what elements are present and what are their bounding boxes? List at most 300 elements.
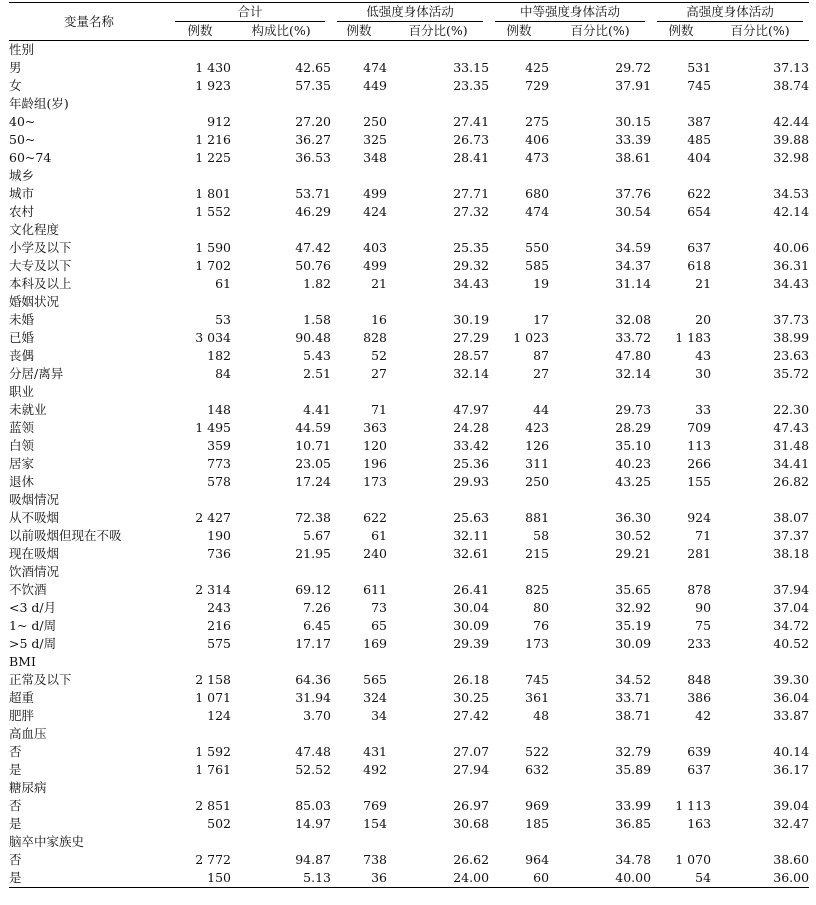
value-cell: 423 xyxy=(525,420,550,435)
value-cell: 3 034 xyxy=(195,330,231,345)
value-cell: 23.05 xyxy=(295,456,332,471)
value-cell: 25.35 xyxy=(453,240,490,255)
value-cell: 348 xyxy=(363,150,388,165)
row-label: 60~74 xyxy=(9,150,52,165)
table-row xyxy=(9,599,809,617)
value-cell: 34 xyxy=(371,708,388,723)
empty-cell xyxy=(169,41,231,60)
value-cell: 43.25 xyxy=(615,474,652,489)
empty-cell xyxy=(489,491,549,509)
row-label: 城市 xyxy=(9,186,35,201)
value-cell: 30.68 xyxy=(453,816,490,831)
value-cell: 745 xyxy=(687,78,712,93)
value-cell: 20 xyxy=(695,312,712,327)
empty-cell xyxy=(651,221,711,239)
table-row xyxy=(9,635,809,653)
value-cell: 33 xyxy=(695,402,712,417)
category-label: 糖尿病 xyxy=(9,780,47,795)
empty-cell xyxy=(387,41,489,60)
value-cell: 154 xyxy=(363,816,388,831)
empty-cell xyxy=(169,833,231,851)
empty-cell xyxy=(387,95,489,113)
value-cell: 773 xyxy=(207,456,231,471)
value-cell: 36.85 xyxy=(615,816,652,831)
row-label: 蓝领 xyxy=(9,420,35,435)
table-row xyxy=(9,437,809,455)
value-cell: 61 xyxy=(215,276,231,291)
value-cell: 71 xyxy=(695,528,712,543)
value-cell: 1.58 xyxy=(303,312,332,327)
value-cell: 266 xyxy=(687,456,712,471)
empty-cell xyxy=(549,833,651,851)
value-cell: 522 xyxy=(525,744,550,759)
value-cell: 57.35 xyxy=(295,78,332,93)
row-label: 退休 xyxy=(9,474,35,489)
value-cell: 34.52 xyxy=(615,672,652,687)
value-cell: 40.06 xyxy=(773,240,810,255)
value-cell: 924 xyxy=(687,510,712,525)
empty-cell xyxy=(331,221,387,239)
value-cell: 250 xyxy=(363,114,388,129)
table-row xyxy=(9,797,809,815)
empty-cell xyxy=(651,833,711,851)
value-cell: 622 xyxy=(363,510,388,525)
table-row xyxy=(9,689,809,707)
value-cell: 729 xyxy=(525,78,550,93)
value-cell: 90 xyxy=(695,600,712,615)
value-cell: 27.07 xyxy=(453,744,490,759)
value-cell: 36.04 xyxy=(773,690,810,705)
empty-cell xyxy=(651,725,711,743)
subcol-header: 例数 xyxy=(346,23,372,38)
value-cell: 34.59 xyxy=(615,240,652,255)
value-cell: 2.51 xyxy=(303,366,332,381)
row-label: 未婚 xyxy=(9,312,35,327)
value-cell: 85.03 xyxy=(295,798,332,813)
empty-cell xyxy=(711,221,809,239)
empty-cell xyxy=(549,221,651,239)
value-cell: 622 xyxy=(687,186,712,201)
row-label: 肥胖 xyxy=(9,708,35,723)
value-cell: 42.65 xyxy=(295,60,332,75)
row-label: <3 d/月 xyxy=(9,600,57,615)
empty-cell xyxy=(387,779,489,797)
row-label: 是 xyxy=(9,870,22,885)
value-cell: 37.94 xyxy=(773,582,810,597)
row-label: 是 xyxy=(9,816,22,831)
value-cell: 28.57 xyxy=(453,348,490,363)
empty-cell xyxy=(489,653,549,671)
value-cell: 31.94 xyxy=(295,690,332,705)
value-cell: 1 495 xyxy=(195,420,231,435)
empty-cell xyxy=(489,95,549,113)
value-cell: 32.08 xyxy=(615,312,652,327)
value-cell: 36.27 xyxy=(295,132,332,147)
value-cell: 34.78 xyxy=(615,852,652,867)
value-cell: 38.07 xyxy=(773,510,810,525)
value-cell: 233 xyxy=(687,636,712,651)
empty-cell xyxy=(549,41,651,60)
value-cell: 3.70 xyxy=(303,708,332,723)
value-cell: 474 xyxy=(363,60,388,75)
empty-cell xyxy=(231,653,331,671)
value-cell: 33.87 xyxy=(773,708,810,723)
value-cell: 1 592 xyxy=(195,744,231,759)
value-cell: 27 xyxy=(533,366,550,381)
subcol-header: 例数 xyxy=(668,23,694,38)
value-cell: 425 xyxy=(525,60,550,75)
value-cell: 190 xyxy=(207,528,231,543)
value-cell: 34.41 xyxy=(773,456,810,471)
category-row xyxy=(9,167,809,185)
empty-cell xyxy=(711,725,809,743)
value-cell: 36.17 xyxy=(773,762,810,777)
value-cell: 1 430 xyxy=(195,60,231,75)
value-cell: 17.17 xyxy=(295,636,332,651)
value-cell: 654 xyxy=(687,204,712,219)
value-cell: 48 xyxy=(533,708,550,723)
category-row xyxy=(9,563,809,581)
value-cell: 550 xyxy=(525,240,550,255)
category-row xyxy=(9,95,809,113)
value-cell: 42.44 xyxy=(773,114,810,129)
value-cell: 16 xyxy=(371,312,388,327)
category-label: BMI xyxy=(9,654,36,669)
value-cell: 30 xyxy=(695,366,712,381)
value-cell: 769 xyxy=(363,798,388,813)
value-cell: 387 xyxy=(687,114,712,129)
empty-cell xyxy=(549,779,651,797)
value-cell: 32.47 xyxy=(773,816,810,831)
value-cell: 325 xyxy=(363,132,388,147)
row-label: 从不吸烟 xyxy=(9,510,60,525)
category-label: 脑卒中家族史 xyxy=(9,834,85,849)
table-row xyxy=(9,509,809,527)
empty-cell xyxy=(387,167,489,185)
value-cell: 2 158 xyxy=(195,672,231,687)
group-header-high: 高强度身体活动 xyxy=(651,3,809,23)
value-cell: 275 xyxy=(525,114,550,129)
empty-cell xyxy=(651,491,711,509)
category-row xyxy=(9,383,809,401)
empty-cell xyxy=(549,491,651,509)
value-cell: 182 xyxy=(207,348,231,363)
empty-cell xyxy=(489,221,549,239)
table-header xyxy=(9,3,809,41)
empty-cell xyxy=(711,653,809,671)
category-row xyxy=(9,221,809,239)
value-cell: 32.14 xyxy=(615,366,652,381)
value-cell: 1 216 xyxy=(195,132,231,147)
value-cell: 473 xyxy=(525,150,550,165)
empty-cell xyxy=(231,95,331,113)
category-row xyxy=(9,779,809,797)
category-label: 吸烟情况 xyxy=(9,492,60,507)
row-label: 否 xyxy=(9,744,22,759)
category-label: 饮酒情况 xyxy=(9,564,60,579)
table-row xyxy=(9,257,809,275)
row-label: 1~ d/周 xyxy=(9,618,57,633)
table-row xyxy=(9,113,809,131)
value-cell: 1 801 xyxy=(195,186,231,201)
empty-cell xyxy=(331,491,387,509)
value-cell: 37.37 xyxy=(773,528,810,543)
value-cell: 499 xyxy=(363,258,388,273)
value-cell: 363 xyxy=(363,420,388,435)
empty-cell xyxy=(231,41,331,60)
value-cell: 35.65 xyxy=(615,582,652,597)
table-row xyxy=(9,707,809,725)
empty-cell xyxy=(711,167,809,185)
value-cell: 1 225 xyxy=(195,150,231,165)
value-cell: 35.19 xyxy=(615,618,652,633)
value-cell: 39.88 xyxy=(773,132,810,147)
value-cell: 173 xyxy=(525,636,550,651)
empty-cell xyxy=(549,563,651,581)
value-cell: 745 xyxy=(525,672,550,687)
empty-cell xyxy=(169,779,231,797)
value-cell: 736 xyxy=(207,546,231,561)
value-cell: 1 923 xyxy=(195,78,231,93)
value-cell: 27.42 xyxy=(453,708,490,723)
empty-cell xyxy=(231,383,331,401)
empty-cell xyxy=(387,563,489,581)
empty-cell xyxy=(387,725,489,743)
row-label: 分居/离异 xyxy=(9,366,64,381)
value-cell: 30.52 xyxy=(615,528,652,543)
value-cell: 26.73 xyxy=(453,132,490,147)
value-cell: 26.62 xyxy=(453,852,490,867)
table-row xyxy=(9,311,809,329)
value-cell: 65 xyxy=(371,618,388,633)
empty-cell xyxy=(651,563,711,581)
value-cell: 24.28 xyxy=(453,420,490,435)
value-cell: 90.48 xyxy=(295,330,332,345)
row-label: 白领 xyxy=(9,438,35,453)
empty-cell xyxy=(231,725,331,743)
value-cell: 215 xyxy=(525,546,550,561)
empty-cell xyxy=(331,293,387,311)
value-cell: 84 xyxy=(215,366,231,381)
value-cell: 499 xyxy=(363,186,388,201)
value-cell: 46.29 xyxy=(295,204,332,219)
value-cell: 37.13 xyxy=(773,60,810,75)
value-cell: 44.59 xyxy=(295,420,332,435)
empty-cell xyxy=(387,293,489,311)
value-cell: 2 314 xyxy=(195,582,231,597)
value-cell: 47.43 xyxy=(773,420,810,435)
empty-cell xyxy=(169,95,231,113)
value-cell: 738 xyxy=(363,852,388,867)
value-cell: 912 xyxy=(207,114,231,129)
value-cell: 44 xyxy=(533,402,550,417)
category-row xyxy=(9,293,809,311)
table-row xyxy=(9,761,809,779)
empty-cell xyxy=(331,653,387,671)
empty-cell xyxy=(231,491,331,509)
value-cell: 32.14 xyxy=(453,366,490,381)
table-row xyxy=(9,527,809,545)
empty-cell xyxy=(711,833,809,851)
value-cell: 30.25 xyxy=(453,690,490,705)
value-cell: 36 xyxy=(371,870,388,885)
table-body xyxy=(9,41,809,888)
value-cell: 485 xyxy=(687,132,712,147)
value-cell: 28.41 xyxy=(453,150,490,165)
value-cell: 4.41 xyxy=(303,402,332,417)
value-cell: 30.15 xyxy=(615,114,652,129)
value-cell: 53 xyxy=(215,312,231,327)
value-cell: 1 702 xyxy=(195,258,231,273)
value-cell: 40.00 xyxy=(615,870,652,885)
empty-cell xyxy=(489,779,549,797)
value-cell: 618 xyxy=(687,258,712,273)
value-cell: 27.29 xyxy=(453,330,490,345)
table-row xyxy=(9,185,809,203)
value-cell: 26.97 xyxy=(453,798,490,813)
value-cell: 38.18 xyxy=(773,546,810,561)
row-label: 本科及以上 xyxy=(9,276,72,291)
empty-cell xyxy=(169,167,231,185)
row-label: 超重 xyxy=(9,690,35,705)
value-cell: 47.80 xyxy=(615,348,652,363)
row-label: 已婚 xyxy=(9,330,35,345)
row-label: 女 xyxy=(9,78,22,93)
value-cell: 324 xyxy=(363,690,388,705)
empty-cell xyxy=(651,293,711,311)
empty-cell xyxy=(549,653,651,671)
empty-cell xyxy=(331,833,387,851)
subcol-header: 例数 xyxy=(506,23,532,38)
table-row xyxy=(9,671,809,689)
value-cell: 163 xyxy=(687,816,712,831)
value-cell: 42 xyxy=(695,708,712,723)
value-cell: 32.98 xyxy=(773,150,810,165)
table-row xyxy=(9,545,809,563)
value-cell: 10.71 xyxy=(295,438,332,453)
value-cell: 31.48 xyxy=(773,438,810,453)
value-cell: 2 427 xyxy=(195,510,231,525)
value-cell: 21 xyxy=(695,276,712,291)
value-cell: 47.42 xyxy=(295,240,332,255)
subcol-header: 构成比(%) xyxy=(251,23,311,38)
group-header-low: 低强度身体活动 xyxy=(331,3,489,23)
empty-cell xyxy=(489,167,549,185)
value-cell: 27.32 xyxy=(453,204,490,219)
empty-cell xyxy=(711,95,809,113)
empty-cell xyxy=(231,563,331,581)
table-row xyxy=(9,401,809,419)
empty-cell xyxy=(169,653,231,671)
value-cell: 169 xyxy=(363,636,388,651)
value-cell: 36.00 xyxy=(773,870,810,885)
group-header-moderate: 中等强度身体活动 xyxy=(489,3,651,23)
value-cell: 964 xyxy=(525,852,550,867)
value-cell: 73 xyxy=(371,600,388,615)
value-cell: 50.76 xyxy=(295,258,332,273)
value-cell: 87 xyxy=(533,348,550,363)
value-cell: 26.18 xyxy=(453,672,490,687)
empty-cell xyxy=(549,95,651,113)
empty-cell xyxy=(651,167,711,185)
value-cell: 35.89 xyxy=(615,762,652,777)
value-cell: 28.29 xyxy=(615,420,652,435)
table-row xyxy=(9,203,809,221)
table-row xyxy=(9,329,809,347)
value-cell: 80 xyxy=(533,600,550,615)
table-row xyxy=(9,347,809,365)
category-label: 高血压 xyxy=(9,726,47,741)
value-cell: 23.35 xyxy=(453,78,490,93)
value-cell: 1 113 xyxy=(675,798,712,813)
empty-cell xyxy=(231,167,331,185)
table-row xyxy=(9,743,809,761)
subcol-header: 百分比(%) xyxy=(408,23,468,38)
empty-cell xyxy=(489,833,549,851)
value-cell: 637 xyxy=(687,762,712,777)
value-cell: 124 xyxy=(207,708,231,723)
value-cell: 881 xyxy=(525,510,550,525)
row-label: 否 xyxy=(9,798,22,813)
value-cell: 6.45 xyxy=(303,618,332,633)
empty-cell xyxy=(489,293,549,311)
value-cell: 709 xyxy=(687,420,712,435)
empty-cell xyxy=(331,779,387,797)
row-label: 以前吸烟但现在不吸 xyxy=(9,528,122,543)
value-cell: 120 xyxy=(363,438,388,453)
value-cell: 17.24 xyxy=(295,474,332,489)
value-cell: 29.21 xyxy=(615,546,652,561)
row-label: >5 d/周 xyxy=(9,636,57,651)
value-cell: 37.76 xyxy=(615,186,652,201)
row-label: 农村 xyxy=(9,204,35,219)
value-cell: 27.20 xyxy=(295,114,332,129)
value-cell: 38.99 xyxy=(773,330,810,345)
value-cell: 40.23 xyxy=(615,456,652,471)
empty-cell xyxy=(331,95,387,113)
value-cell: 575 xyxy=(207,636,231,651)
empty-cell xyxy=(387,653,489,671)
value-cell: 27.71 xyxy=(453,186,490,201)
table-row xyxy=(9,815,809,833)
empty-cell xyxy=(387,221,489,239)
value-cell: 216 xyxy=(207,618,231,633)
value-cell: 94.87 xyxy=(295,852,332,867)
value-cell: 148 xyxy=(207,402,231,417)
empty-cell xyxy=(331,383,387,401)
row-label: 现在吸烟 xyxy=(9,546,60,561)
value-cell: 32.61 xyxy=(453,546,490,561)
row-label: 不饮酒 xyxy=(9,582,47,597)
category-label: 文化程度 xyxy=(9,222,60,237)
value-cell: 33.71 xyxy=(615,690,652,705)
empty-cell xyxy=(387,833,489,851)
value-cell: 281 xyxy=(687,546,712,561)
empty-cell xyxy=(549,293,651,311)
empty-cell xyxy=(651,383,711,401)
table-row xyxy=(9,239,809,257)
value-cell: 22.30 xyxy=(773,402,810,417)
value-cell: 531 xyxy=(687,60,712,75)
empty-cell xyxy=(331,167,387,185)
value-cell: 30.09 xyxy=(453,618,490,633)
empty-cell xyxy=(387,383,489,401)
empty-cell xyxy=(651,41,711,60)
row-label: 否 xyxy=(9,852,22,867)
value-cell: 24.00 xyxy=(453,870,490,885)
empty-cell xyxy=(711,293,809,311)
value-cell: 37.91 xyxy=(615,78,652,93)
